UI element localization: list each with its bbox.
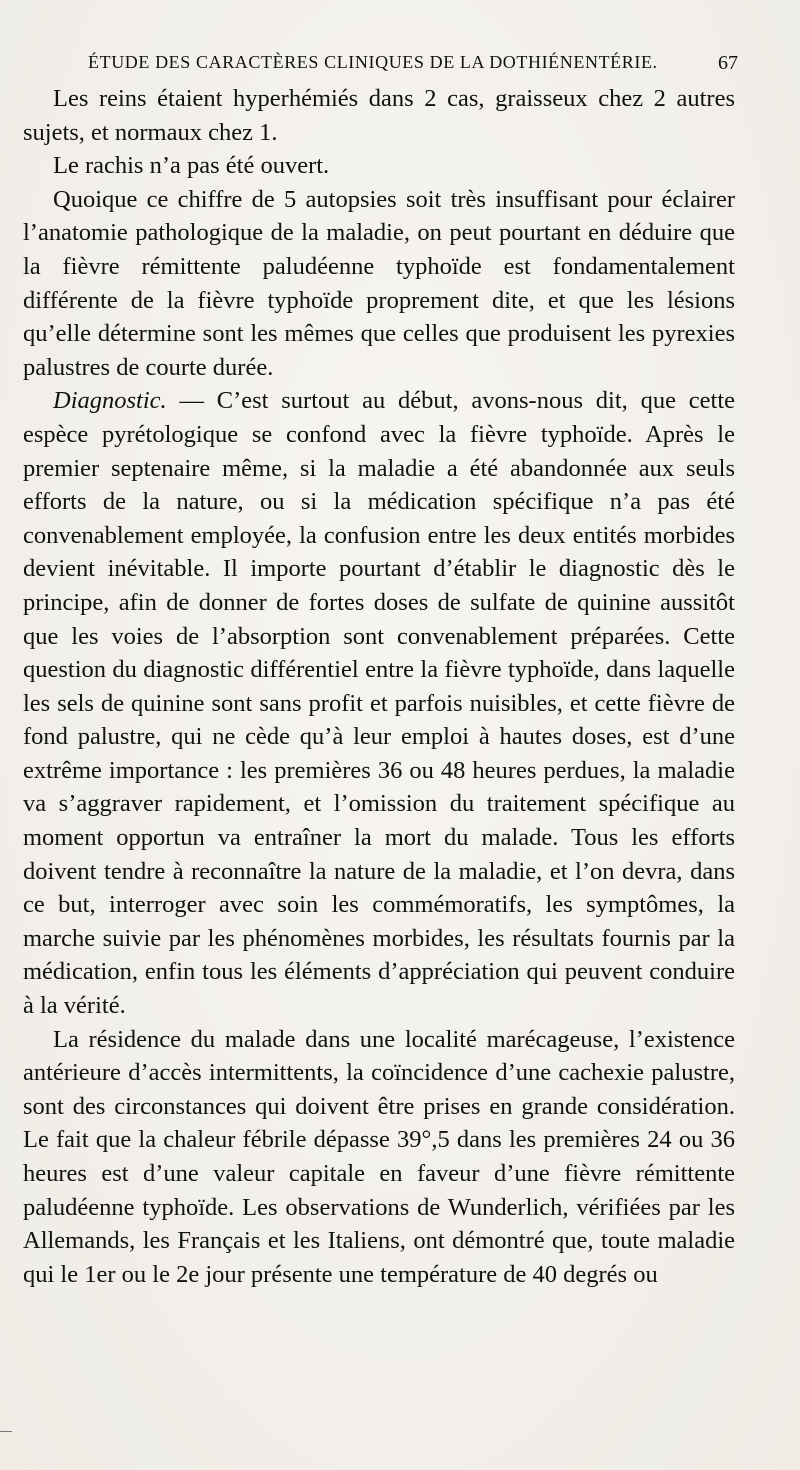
margin-mark (0, 1431, 12, 1432)
paragraph-kidneys: Les reins étaient hyperhémiés dans 2 cas, graisseux chez 2 autres sujets, et normaux chez 1. (23, 85, 735, 146)
paragraph-diagnostic (23, 384, 735, 1022)
running-head-title: ÉTUDE DES CARACTÈRES CLINIQUES DE LA DOTHIÉNENTÉRIE. (88, 52, 658, 72)
running-head (88, 52, 738, 78)
page-number: 67 (718, 52, 738, 74)
paragraph-residence: La résidence du malade dans une localité marécageuse, l’existence antérieure d’accès intermittents, la coïncidence d’une cachexie palustre, sont des circonstances qui doivent être prises en grande considération. Le fait que la chaleur fébrile dépasse 39°,5 dans les premières 24 ou 36 heures est d’une valeur capitale en faveur d’une fièvre rémittente paludéenne typhoïde. Les observations de Wunderlich, vérifiées par les Allemands, les Français et les Italiens, ont démontré que, toute maladie qui le 1er ou le 2e jour présente une température de 40 degrés ou (23, 1025, 735, 1288)
paragraph-autopsies: Quoique ce chiffre de 5 autopsies soit très insuffisant pour éclairer l’anatomie pathologique de la maladie, on peut pourtant en déduire que la fièvre rémittente paludéenne typhoïde est fondamentalement différente de la fièvre typhoïde proprement dite, et que les lésions qu’elle détermine sont les mêmes que celles que produisent les pyrexies palustres de courte durée. (23, 185, 735, 381)
body-text (23, 82, 735, 1291)
section-heading-diagnostic: Diagnostic. (53, 387, 167, 415)
paragraph-spine: Le rachis n’a pas été ouvert. (53, 152, 330, 180)
paragraph-diagnostic-text: — C’est surtout au début, avons-nous dit, que cette espèce pyrétologique se confond avec la fièvre typhoïde. Après le premier septenaire même, si la maladie a été abandonnée aux seuls efforts de la nature, ou si la médication spécifique n’a pas été convenablement employée, la confusion entre les deux entités morbides devient inévitable. Il importe pourtant d’établir le diagnostic dès le principe, afin de donner de fortes doses de sulfate de quinine aussitôt que les voies de l’absorption sont convenablement préparées. Cette question du diagnostic différentiel entre la fièvre typhoïde, dans laquelle les sels de quinine sont sans profit et parfois nuisibles, et cette fièvre de fond palustre, qui ne cède qu’à leur emploi à hautes doses, est d’une extrême importance : les premières 36 ou 48 heures perdues, la maladie va s’aggraver rapidement, et l’omission du traitement spécifique au moment opportun va entraîner la mort du malade. Tous les efforts doivent tendre à reconnaître la nature de la maladie, et l’on devra, dans ce but, interroger avec soin les commémoratifs, les symptômes, la marche suivie par les phénomènes morbides, les résultats fournis par la médication, enfin tous les éléments d’appréciation qui peuvent conduire à la vérité. (23, 387, 735, 1020)
